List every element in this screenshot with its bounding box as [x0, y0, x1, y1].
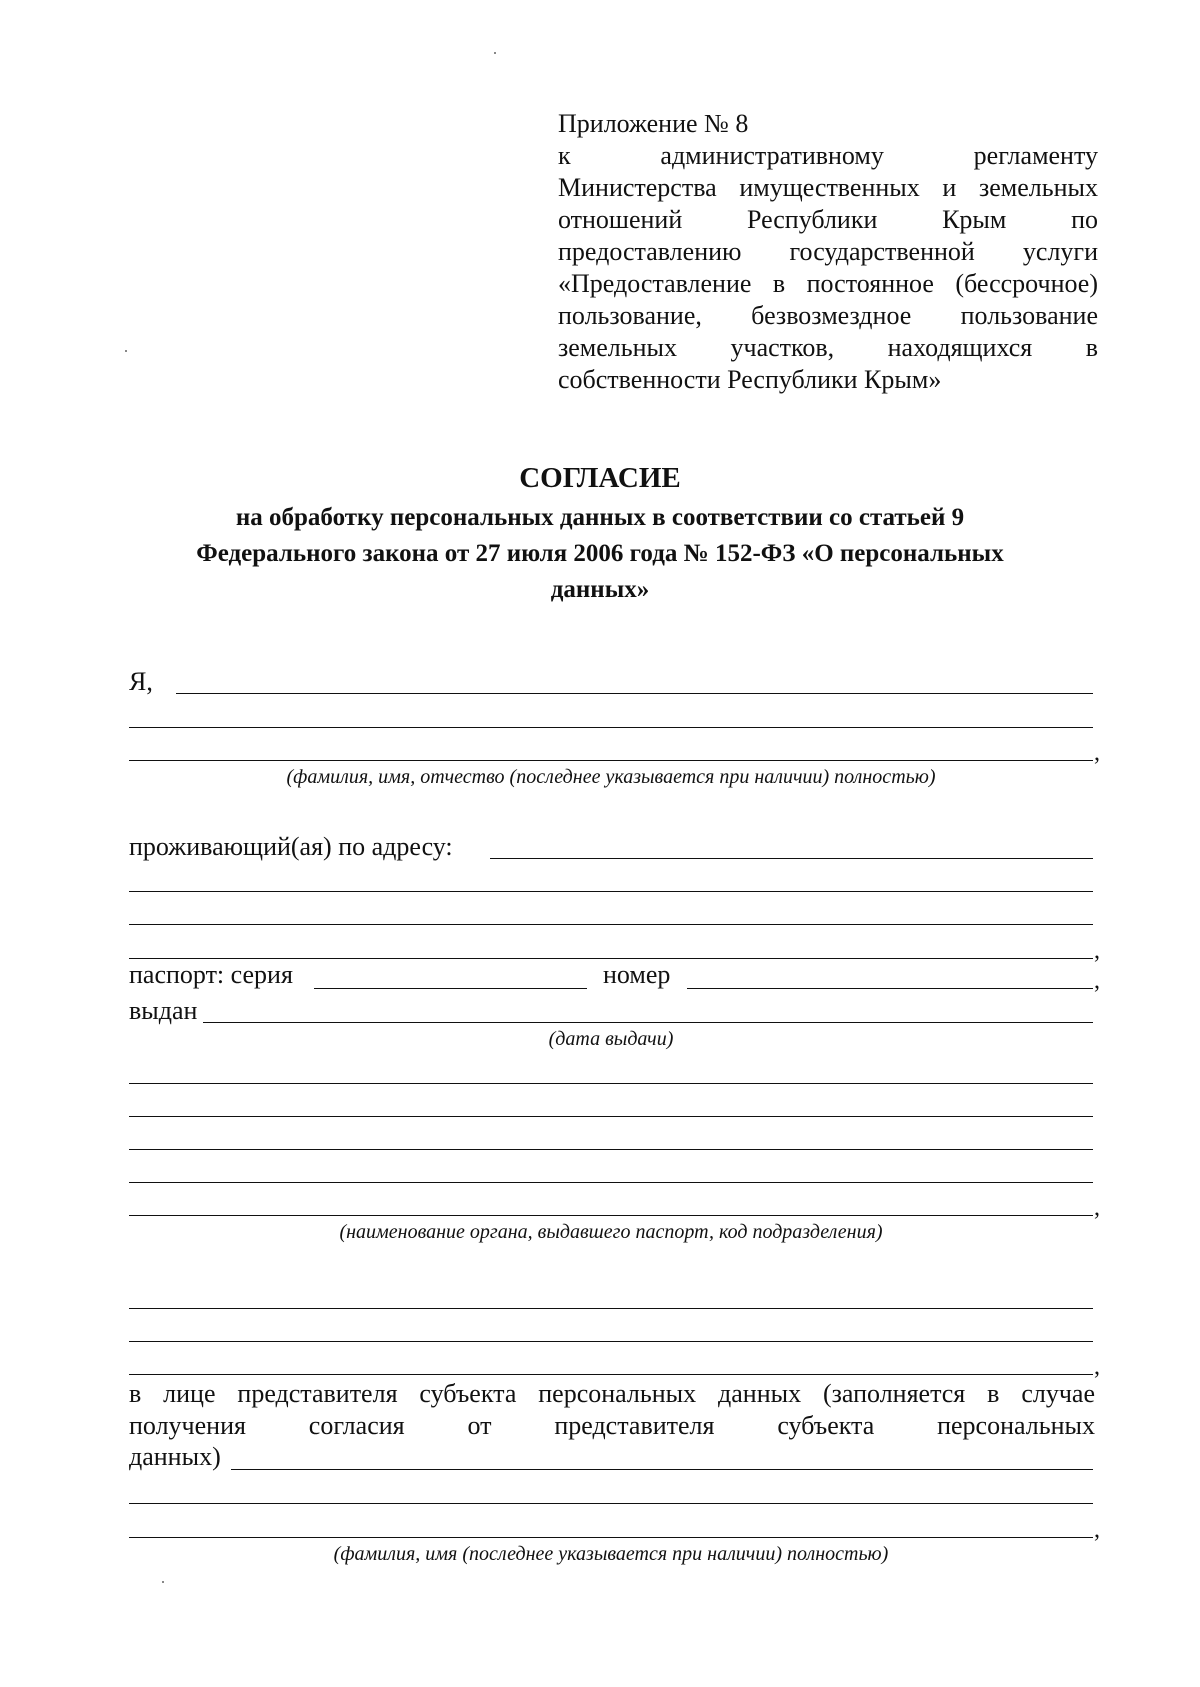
annex-line: Приложение № 8	[558, 109, 749, 138]
passport-number-field[interactable]	[687, 988, 1093, 989]
name-field-line-2[interactable]	[129, 727, 1093, 728]
passport-series-field[interactable]	[314, 988, 587, 989]
annex-line: отношений Республики Крым по	[558, 205, 1098, 234]
subtitle-line: данных»	[550, 576, 650, 603]
comma: ,	[1094, 740, 1100, 766]
comma: ,	[1094, 1195, 1100, 1221]
issuer-field-line-2[interactable]	[129, 1116, 1093, 1117]
name-caption: (фамилия, имя, отчество (последнее указывается при наличии) полностью)	[286, 766, 936, 788]
representative-caption: (фамилия, имя (последнее указывается при наличии) полностью)	[333, 1543, 889, 1565]
annex-line: «Предоставление в постоянное (бессрочное)	[558, 269, 1098, 298]
scan-speck	[125, 350, 127, 352]
i-label: Я,	[129, 667, 153, 696]
annex-line: пользование, безвозмездное пользование	[558, 301, 1098, 330]
blank-field-line-2[interactable]	[129, 1341, 1093, 1342]
address-field-line-4[interactable]	[129, 958, 1093, 959]
issuer-field-line-4[interactable]	[129, 1182, 1093, 1183]
representative-line: получения согласия от представителя субъекта персональных	[129, 1411, 1095, 1440]
blank-field-line-3[interactable]	[129, 1374, 1093, 1375]
issued-field-line-1[interactable]	[203, 1022, 1093, 1023]
address-field-line-2[interactable]	[129, 891, 1093, 892]
annex-line: предоставлению государственной услуги	[558, 237, 1098, 266]
annex-line: земельных участков, находящихся в	[558, 333, 1098, 362]
blank-field-line-1[interactable]	[129, 1308, 1093, 1309]
passport-series-label: паспорт: серия	[129, 960, 293, 989]
comma: ,	[1094, 968, 1100, 994]
annex-line: собственности Республики Крым»	[558, 365, 942, 394]
document-title: СОГЛАСИЕ	[519, 462, 681, 494]
address-label: проживающий(ая) по адресу:	[129, 832, 453, 861]
address-field-line-3[interactable]	[129, 924, 1093, 925]
representative-paragraph	[129, 1378, 1095, 1442]
name-field-line-3[interactable]	[129, 760, 1093, 761]
representative-field-line-3[interactable]	[129, 1537, 1093, 1538]
annex-line: Министерства имущественных и земельных	[558, 173, 1098, 202]
issue-date-caption: (дата выдачи)	[548, 1028, 674, 1050]
representative-field-line-2[interactable]	[129, 1503, 1093, 1504]
annex-line: к административному регламенту	[558, 141, 1098, 170]
scan-speck	[494, 52, 496, 54]
comma: ,	[1094, 1517, 1100, 1543]
representative-field-line-1[interactable]	[231, 1469, 1093, 1470]
scan-speck	[162, 1581, 164, 1583]
representative-line: в лице представителя субъекта персональных данных (заполняется в случае	[129, 1379, 1095, 1408]
subtitle-line: Федерального закона от 27 июля 2006 года № 152-ФЗ «О персональных	[196, 540, 1004, 567]
issuer-field-line-3[interactable]	[129, 1149, 1093, 1150]
document-subtitle	[100, 500, 1100, 608]
subtitle-line: на обработку персональных данных в соответствии со статьей 9	[235, 504, 965, 531]
issuer-caption: (наименование органа, выдавшего паспорт, код подразделения)	[339, 1221, 883, 1243]
name-field-line-1[interactable]	[176, 693, 1093, 694]
issued-label: выдан	[129, 996, 198, 1025]
comma: ,	[1094, 938, 1100, 964]
issuer-field-line-5[interactable]	[129, 1215, 1093, 1216]
annex-block	[558, 108, 1098, 396]
comma: ,	[1094, 1354, 1100, 1380]
issuer-field-line-1[interactable]	[129, 1083, 1093, 1084]
representative-data-label: данных)	[129, 1442, 221, 1471]
passport-number-label: номер	[603, 960, 671, 989]
address-field-line-1[interactable]	[490, 858, 1093, 859]
